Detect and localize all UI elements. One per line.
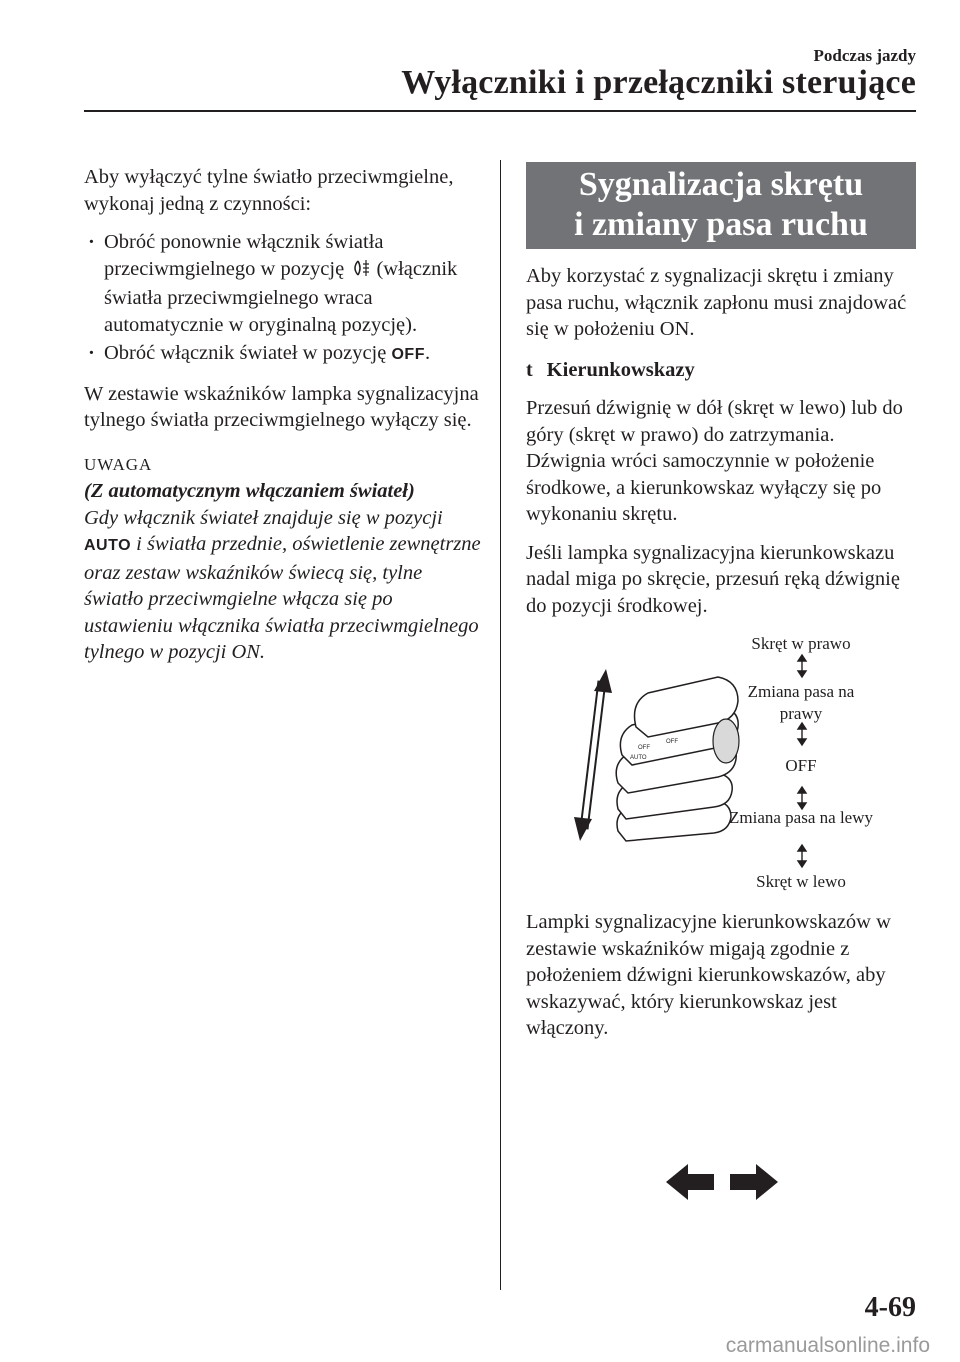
bullet-1-text: Obróć ponownie włącznik światła przeciwmgielnego w pozycję	[104, 231, 384, 280]
note-line-1: Gdy włącznik świateł znajduje się w pozycji	[84, 506, 443, 529]
page-title: Wyłączniki i przełączniki sterujące	[401, 64, 916, 101]
switch-mark-auto: AUTO	[630, 755, 647, 761]
bullet-1-continuation: (włącznik światła przeciwmgielnego wraca automatycznie w oryginalną pozycję).	[104, 257, 458, 336]
title-rule	[84, 110, 916, 112]
intro-paragraph: Aby korzystać z sygnalizacji skrętu i zmiany pasa ruchu, włącznik zapłonu musi znajdować się w położeniu ON.	[526, 265, 907, 340]
next-page-arrow-icon[interactable]	[730, 1164, 778, 1200]
bullet-list	[84, 229, 484, 369]
bullet-2-text: Obróć włącznik świateł w pozycję	[104, 342, 387, 364]
label-left-turn: Skręt w lewo	[756, 872, 846, 891]
note-heading	[84, 452, 484, 505]
watermark: carmanualsonline.info	[725, 1334, 930, 1357]
page-number: 4-69	[864, 1292, 916, 1323]
section-label: Podczas jazdy	[813, 46, 916, 65]
rear-fog-light-icon	[349, 258, 371, 286]
left-paragraph-1: Aby wyłączyć tylne światło przeciwmgielne, wykonaj jedną z czynności:	[84, 166, 454, 215]
right-paragraph-2: Jeśli lampka sygnalizacyjna kierunkowskazu nadal miga po skręcie, przesuń ręką dźwignię do pozycji środkowej.	[526, 541, 900, 617]
left-paragraph-2: W zestawie wskaźników lampka sygnalizacyjna tylnego światła przeciwmgielnego wyłączy się.	[84, 382, 479, 431]
subhead-marker: t	[526, 358, 533, 381]
switch-mark-off: OFF	[638, 745, 650, 751]
label-right-turn: Skręt w prawo	[751, 634, 851, 653]
note-body	[84, 505, 484, 666]
subhead-text: Kierunkowskazy	[546, 358, 695, 381]
bullet-dot: ·	[88, 231, 95, 253]
auto-symbol: AUTO	[84, 537, 132, 554]
turn-signal-diagram	[526, 631, 916, 891]
label-lane-change-right: Zmiana pasa na prawy	[747, 682, 855, 723]
right-paragraph-1: Przesuń dźwignię w dół (skręt w lewo) lub do góry (skręt w prawo) do zatrzymania. Dźwignia wróci samoczynnie w położenie środkowe, a kierunkowskaz wyłączy się po wykonaniu skrętu.	[526, 397, 903, 525]
note-label: UWAGA	[84, 454, 153, 474]
right-paragraph-3: Lampki sygnalizacyjne kierunkowskazów w zestawie wskaźników migają zgodnie z położeniem dźwigni kierunkowskazów, aby wskazywać, który kierunkowskaz jest włączony.	[526, 911, 891, 1039]
note-line-2: i światła przednie, oświetlenie zewnętrzne oraz zestaw wskaźników świecą się, tylne światło przeciwmgielne włącza się po ustawieniu włącznika światła przeciwmgielnego tylnego w pozycji ON.	[84, 533, 481, 663]
label-lane-change-left: Zmiana pasa na lewy	[729, 808, 873, 827]
previous-page-arrow-icon[interactable]	[666, 1164, 714, 1200]
left-column	[84, 164, 484, 678]
banner-line-2: i zmiany pasa ruchu	[574, 206, 868, 243]
page-navigation	[666, 1162, 778, 1207]
up-down-arrow-icon	[574, 669, 612, 841]
section-banner	[526, 162, 916, 249]
bullet-dot: ·	[88, 342, 95, 364]
bullet-item-2: · Obróć włącznik świateł w pozycję OFF.	[84, 340, 484, 369]
subheading	[526, 357, 916, 384]
label-off: OFF	[785, 756, 817, 775]
column-divider	[500, 160, 501, 1290]
off-symbol: OFF	[391, 346, 425, 363]
switch-mark-off-2: OFF	[666, 739, 678, 745]
banner-line-1: Sygnalizacja skrętu	[578, 166, 864, 203]
right-column	[526, 162, 916, 1054]
note-subheading: (Z automatycznym włączaniem świateł)	[84, 480, 415, 502]
bullet-item-1	[84, 229, 484, 338]
